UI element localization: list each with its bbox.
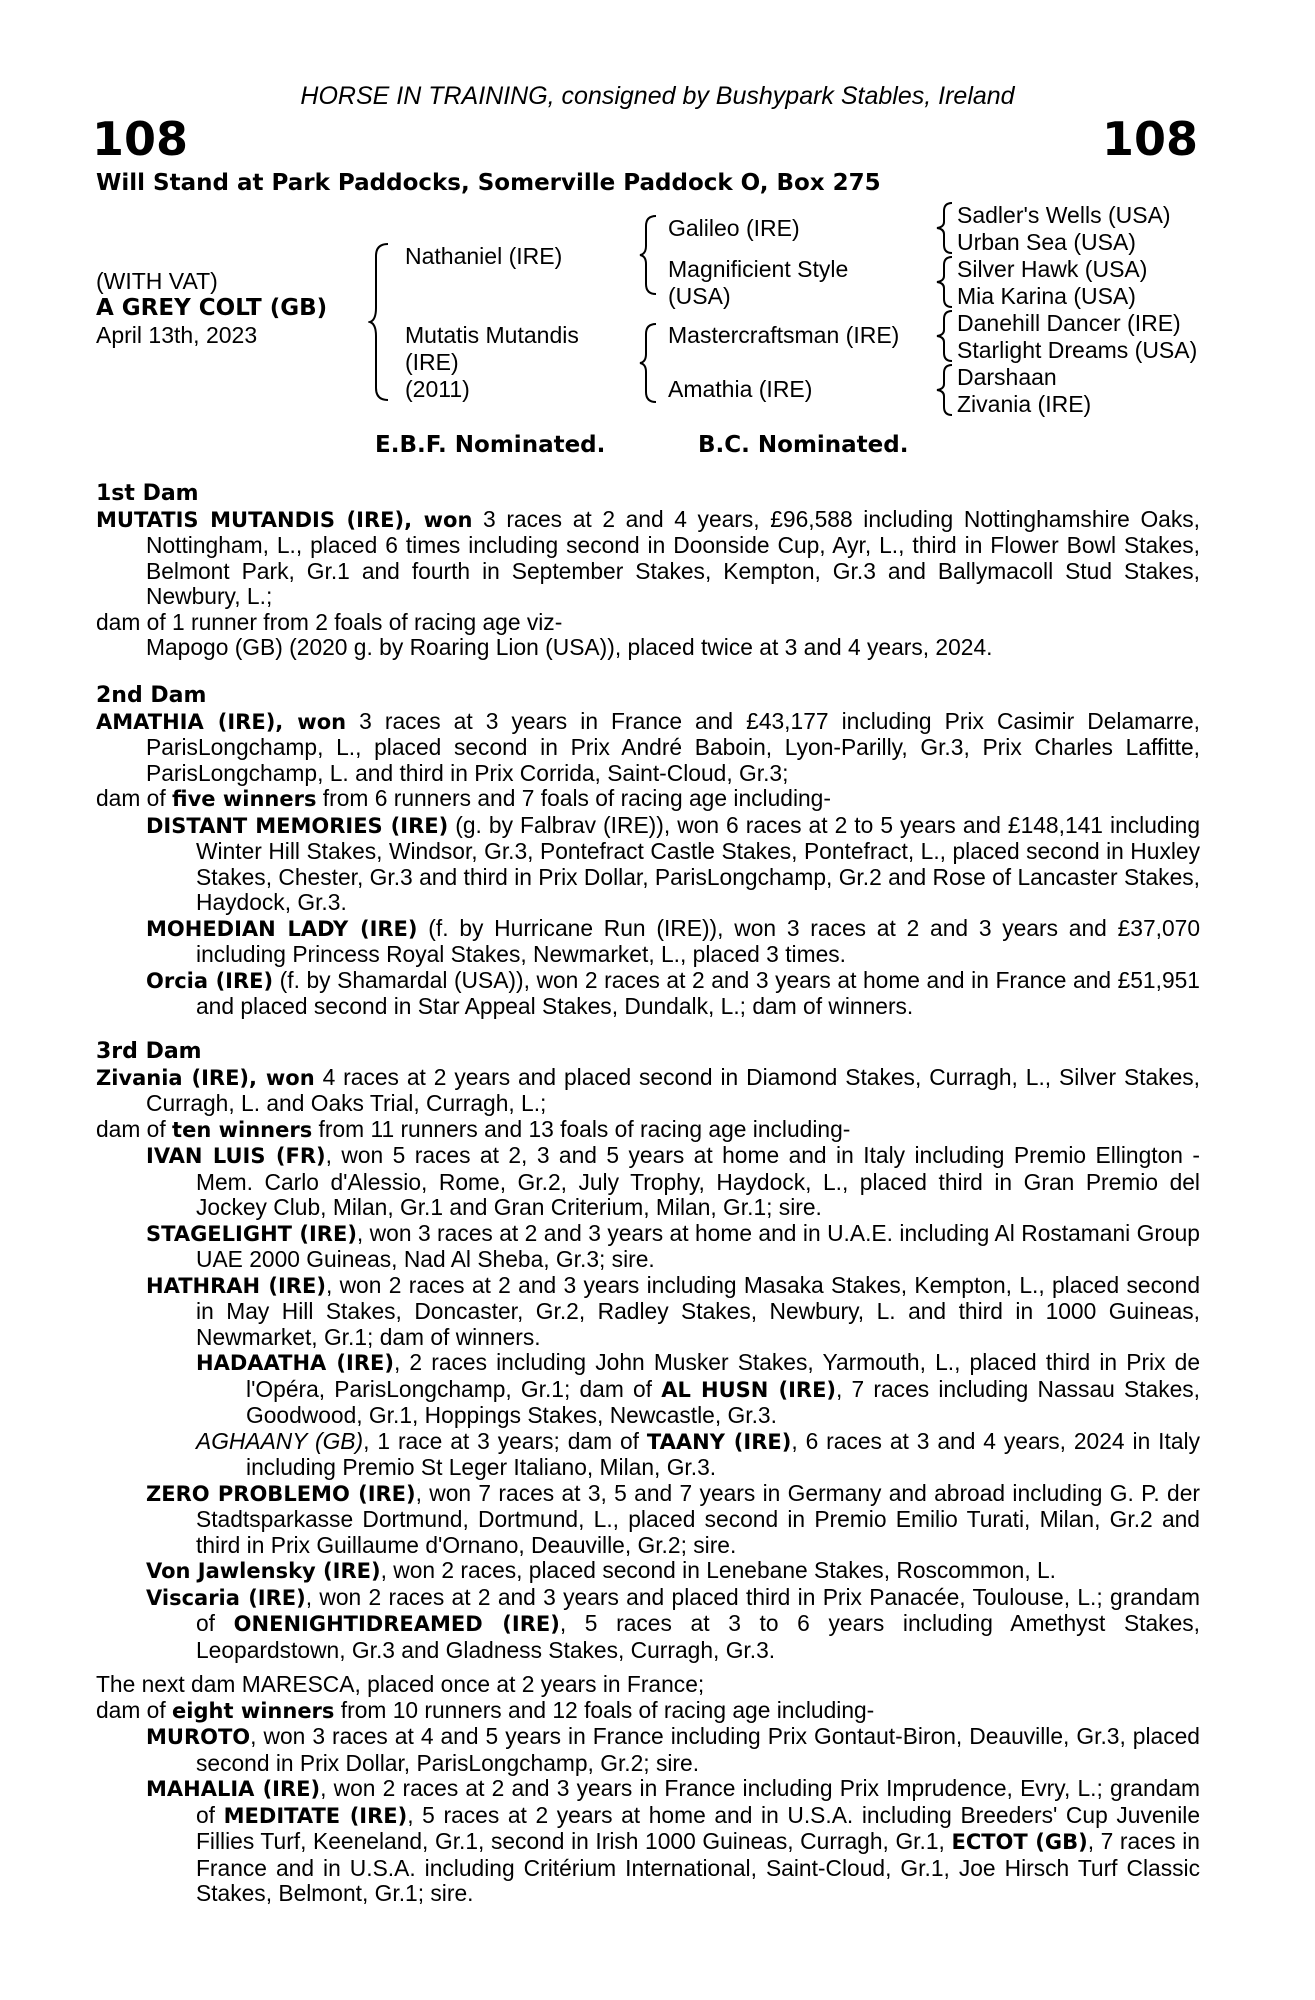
produce-text: , 7 races in France and in U.S.A. including Critérium International, Saint-Cloud, Gr.1, Joe Hirsch Turf Classic Stakes, Belmont, Gr.1; sire. [196, 1828, 1200, 1906]
first-dam-name: MUTATIS MUTANDIS (IRE), won [96, 507, 473, 532]
produce-count: ten winners [172, 1117, 313, 1142]
produce-text: (f. by Hurricane Run (IRE)), won 3 races at 2 and 3 years and £37,070 including Princess Royal Stakes, Newmarket, L., placed 3 times. [196, 914, 1200, 967]
first-dam-offspring: Mapogo (GB) (2020 g. by Roaring Lion (USA)), placed twice at 3 and 4 years, 2024. [146, 634, 993, 660]
produce-count: five winners [172, 787, 317, 811]
produce-name: Viscaria (IRE) [146, 1585, 306, 1610]
produce-name: AGHAANY (GB) [196, 1427, 364, 1454]
third-dam-name: Zivania (IRE), won [96, 1065, 315, 1090]
next-dam-section [96, 1672, 1200, 1907]
produce-entry [96, 1558, 1200, 1585]
first-dam-produce: dam of 1 runner from 2 foals of racing age viz- [96, 608, 563, 635]
consignor-line: HORSE IN TRAINING, consigned by Bushypark Stables, Ireland [300, 82, 1015, 110]
sire: Nathaniel (IRE) [405, 243, 563, 269]
foaling-date: April 13th, 2023 [96, 322, 258, 348]
produce-entry [96, 1585, 1200, 1664]
produce-text: , won 2 races at 2 and 3 years in France including Prix Imprudence, Evry, L.; grandam of [196, 1775, 1200, 1828]
produce-name: MEDITATE (IRE) [223, 1803, 408, 1828]
produce-name: ONENIGHTIDREAMED (IRE) [233, 1612, 560, 1636]
dss: Danehill Dancer (IRE) [957, 310, 1181, 336]
lot-number-right: 108 [1101, 112, 1198, 166]
stand-location: Will Stand at Park Paddocks, Somerville Paddock O, Box 275 [96, 170, 881, 196]
ebf-nominated: E.B.F. Nominated. [375, 432, 606, 458]
produce-name: MAHALIA (IRE) [146, 1777, 321, 1801]
produce-prefix: dam of [96, 1115, 166, 1142]
produce-prefix: dam of [96, 1696, 166, 1723]
produce-name: TAANY (IRE) [646, 1429, 792, 1454]
produce-name: ECTOT (GB) [951, 1830, 1088, 1854]
produce-suffix: from 11 runners and 13 foals of racing age including- [318, 1115, 851, 1142]
produce-text: , won 7 races at 3, 5 and 7 years in Germany and abroad including G. P. der Stadtsparkasse Dortmund, Dortmund, L., placed second in Premio Emilio Turati, Milan, Gr.2 and third in Prix Guillaume d'Ornano, Deauville, Gr.2; sire. [196, 1479, 1200, 1558]
first-dam-record [96, 507, 1200, 610]
sds: Silver Hawk (USA) [957, 256, 1148, 282]
produce-name: MUROTO [146, 1725, 251, 1749]
produce-name: HADAATHA (IRE) [196, 1351, 394, 1375]
produce-text: , won 3 races at 4 and 5 years in France including Prix Gontaut-Biron, Deauville, Gr.3, placed second in Prix Dollar, ParisLongchamp, Gr.2; sire. [196, 1723, 1200, 1776]
first-dam-heading: 1st Dam [96, 481, 199, 506]
produce-entry [96, 916, 1200, 968]
produce-text: , won 2 races, placed second in Lenebane Stakes, Roscommon, L. [380, 1557, 1056, 1583]
next-dam-intro: The next dam MARESCA, placed once at 2 years in France; [96, 1671, 705, 1697]
dsd: Starlight Dreams (USA) [957, 337, 1198, 363]
produce-text: , won 2 races at 2 and 3 years and placed third in Prix Panacée, Toulouse, L.; grandam of [196, 1583, 1200, 1636]
produce-text: (g. by Falbrav (IRE)), won 6 races at 2 to 5 years and £148,141 including Winter Hill Stakes, Windsor, Gr.3, Pontefract Castle Stakes, Pontefract, L., placed second in Huxley Stakes, Chester, Gr.3 and third in Prix Dollar, ParisLongchamp, Gr.2 and Rose of Lancaster Stakes, Haydock, Gr.3. [196, 811, 1200, 915]
sire-dam-line-2: (USA) [668, 283, 731, 309]
produce-name: IVAN LUIS (FR) [146, 1144, 326, 1168]
sire-dam-line-1: Magnificient Style [668, 256, 849, 282]
third-dam-heading: 3rd Dam [96, 1039, 202, 1064]
produce-name: AL HUSN (IRE) [661, 1377, 837, 1402]
produce-text: , 5 races at 2 years at home and in U.S.A. including Breeders' Cup Juvenile Fillies Turf, Keeneland, Gr.1, second in Irish 1000 Guineas, Curragh, Gr.1, [196, 1801, 1201, 1854]
first-dam-text: 3 races at 2 and 4 years, £96,588 including Nottinghamshire Oaks, Nottingham, L., placed 6 times including second in Doonside Cup, Ayr, L., third in Flower Bowl Stakes, Belmont Park, Gr.1 and fourth in September Stakes, Kempton, Gr.3 and Ballymacoll Stud Stakes, Newbury, L.; [146, 505, 1200, 609]
produce-text: , 7 races including Nassau Stakes, Goodwood, Gr.1, Hoppings Stakes, Newcastle, Gr.3. [246, 1375, 1201, 1428]
second-dam-name: AMATHIA (IRE), won [96, 709, 347, 734]
dam-sire: Mastercraftsman (IRE) [668, 322, 900, 348]
sdd: Mia Karina (USA) [957, 283, 1136, 309]
dds: Darshaan [957, 364, 1057, 390]
produce-text: , 5 races at 3 to 6 years including Amethyst Stakes, Leopardstown, Gr.3 and Gladness Stakes, Curragh, Gr.3. [196, 1610, 1200, 1663]
horse-name: A GREY COLT (GB) [96, 295, 328, 321]
ddd: Zivania (IRE) [957, 391, 1092, 417]
pedigree-brace-3 [638, 322, 660, 404]
sire-sire: Galileo (IRE) [668, 215, 800, 241]
next-dam-produce [96, 1698, 1200, 1725]
pedigree-brace-1 [368, 242, 392, 402]
produce-name: MOHEDIAN LADY (IRE) [146, 916, 418, 941]
third-dam-text: 4 races at 2 years and placed second in Diamond Stakes, Curragh, L., Silver Stakes, Curragh, L. and Oaks Trial, Curragh, L.; [146, 1063, 1200, 1116]
third-dam-section [96, 1039, 1200, 1663]
produce-text: , 2 races including John Musker Stakes, Yarmouth, L., placed third in Prix de l'Opéra, ParisLongchamp, Gr.1; dam of [246, 1349, 1201, 1402]
produce-name: ZERO PROBLEMO (IRE) [146, 1481, 416, 1506]
produce-suffix: from 10 runners and 12 foals of racing age including- [340, 1696, 875, 1723]
second-dam-produce [96, 786, 1200, 813]
produce-entry [96, 968, 1200, 1020]
produce-text: , 6 races at 3 and 4 years, 2024 in Italy including Premio St Leger Italiano, Milan, Gr.3. [246, 1427, 1200, 1480]
produce-name: DISTANT MEMORIES (IRE) [146, 813, 449, 838]
produce-suffix: from 6 runners and 7 foals of racing age including- [322, 785, 831, 811]
produce-text: (f. by Shamardal (USA)), won 2 races at 2 and 3 years at home and in France and £51,951 and placed second in Star Appeal Stakes, Dundalk, L.; dam of winners. [196, 966, 1200, 1019]
produce-entry [96, 1724, 1200, 1776]
produce-text: , won 5 races at 2, 3 and 5 years at home and in Italy including Premio Ellington - Mem. Carlo d'Alessio, Rome, Gr.2, July Trophy, Haydock, L., placed third in Gran Premio del Jockey Club, Milan, Gr.1 and Gran Criterium, Milan, Gr.1; sire. [196, 1142, 1200, 1220]
second-dam-record [96, 709, 1200, 787]
third-dam-produce [96, 1117, 1200, 1144]
produce-entry [96, 1350, 1200, 1429]
produce-entry [96, 1143, 1200, 1221]
produce-entry [96, 1776, 1200, 1907]
bc-nominated: B.C. Nominated. [698, 432, 909, 458]
pedigree-brace-4 [934, 200, 956, 256]
pedigree-brace-7 [934, 362, 956, 418]
produce-entry [96, 813, 1200, 916]
produce-prefix: dam of [96, 785, 166, 811]
produce-count: eight winners [172, 1698, 335, 1723]
sss: Sadler's Wells (USA) [957, 202, 1171, 228]
produce-entry [96, 1273, 1200, 1351]
produce-entry [96, 1429, 1200, 1481]
pedigree-brace-2 [638, 214, 660, 296]
dam-line-2: (IRE) [405, 349, 459, 375]
third-dam-record [96, 1065, 1200, 1117]
ssd: Urban Sea (USA) [957, 229, 1136, 255]
dam-line-3: (2011) [405, 376, 470, 402]
produce-text: , won 3 races at 2 and 3 years at home and in U.A.E. including Al Rostamani Group UAE 2000 Guineas, Nad Al Sheba, Gr.3; sire. [196, 1219, 1200, 1272]
produce-text: , won 2 races at 2 and 3 years including Masaka Stakes, Kempton, L., placed second in May Hill Stakes, Doncaster, Gr.2, Radley Stakes, Newbury, L. and third in 1000 Guineas, Newmarket, Gr.1; dam of winners. [196, 1271, 1201, 1350]
lot-number-left: 108 [92, 112, 189, 166]
pedigree-brace-6 [934, 308, 956, 364]
vat-label: (WITH VAT) [96, 268, 218, 294]
produce-text: , 1 race at 3 years; dam of [363, 1427, 639, 1454]
produce-name: Von Jawlensky (IRE) [146, 1559, 381, 1583]
second-dam-heading: 2nd Dam [96, 683, 207, 708]
second-dam-text: 3 races at 3 years in France and £43,177 including Prix Casimir Delamarre, ParisLongchamp, L., placed second in Prix André Baboin, Lyon-Parilly, Gr.3, Prix Charles Laffitte, ParisLongchamp, L. and third in Prix Corrida, Saint-Cloud, Gr.3; [146, 707, 1200, 786]
first-dam-section [96, 481, 1200, 661]
dam-line-1: Mutatis Mutandis [405, 322, 579, 348]
produce-name: Orcia (IRE) [146, 968, 274, 993]
produce-name: HATHRAH (IRE) [146, 1273, 326, 1298]
produce-entry [96, 1481, 1200, 1559]
pedigree-brace-5 [934, 254, 956, 310]
produce-name: STAGELIGHT (IRE) [146, 1221, 357, 1246]
second-dam-section [96, 683, 1200, 1020]
produce-entry [96, 1221, 1200, 1273]
dam-dam: Amathia (IRE) [668, 376, 813, 402]
